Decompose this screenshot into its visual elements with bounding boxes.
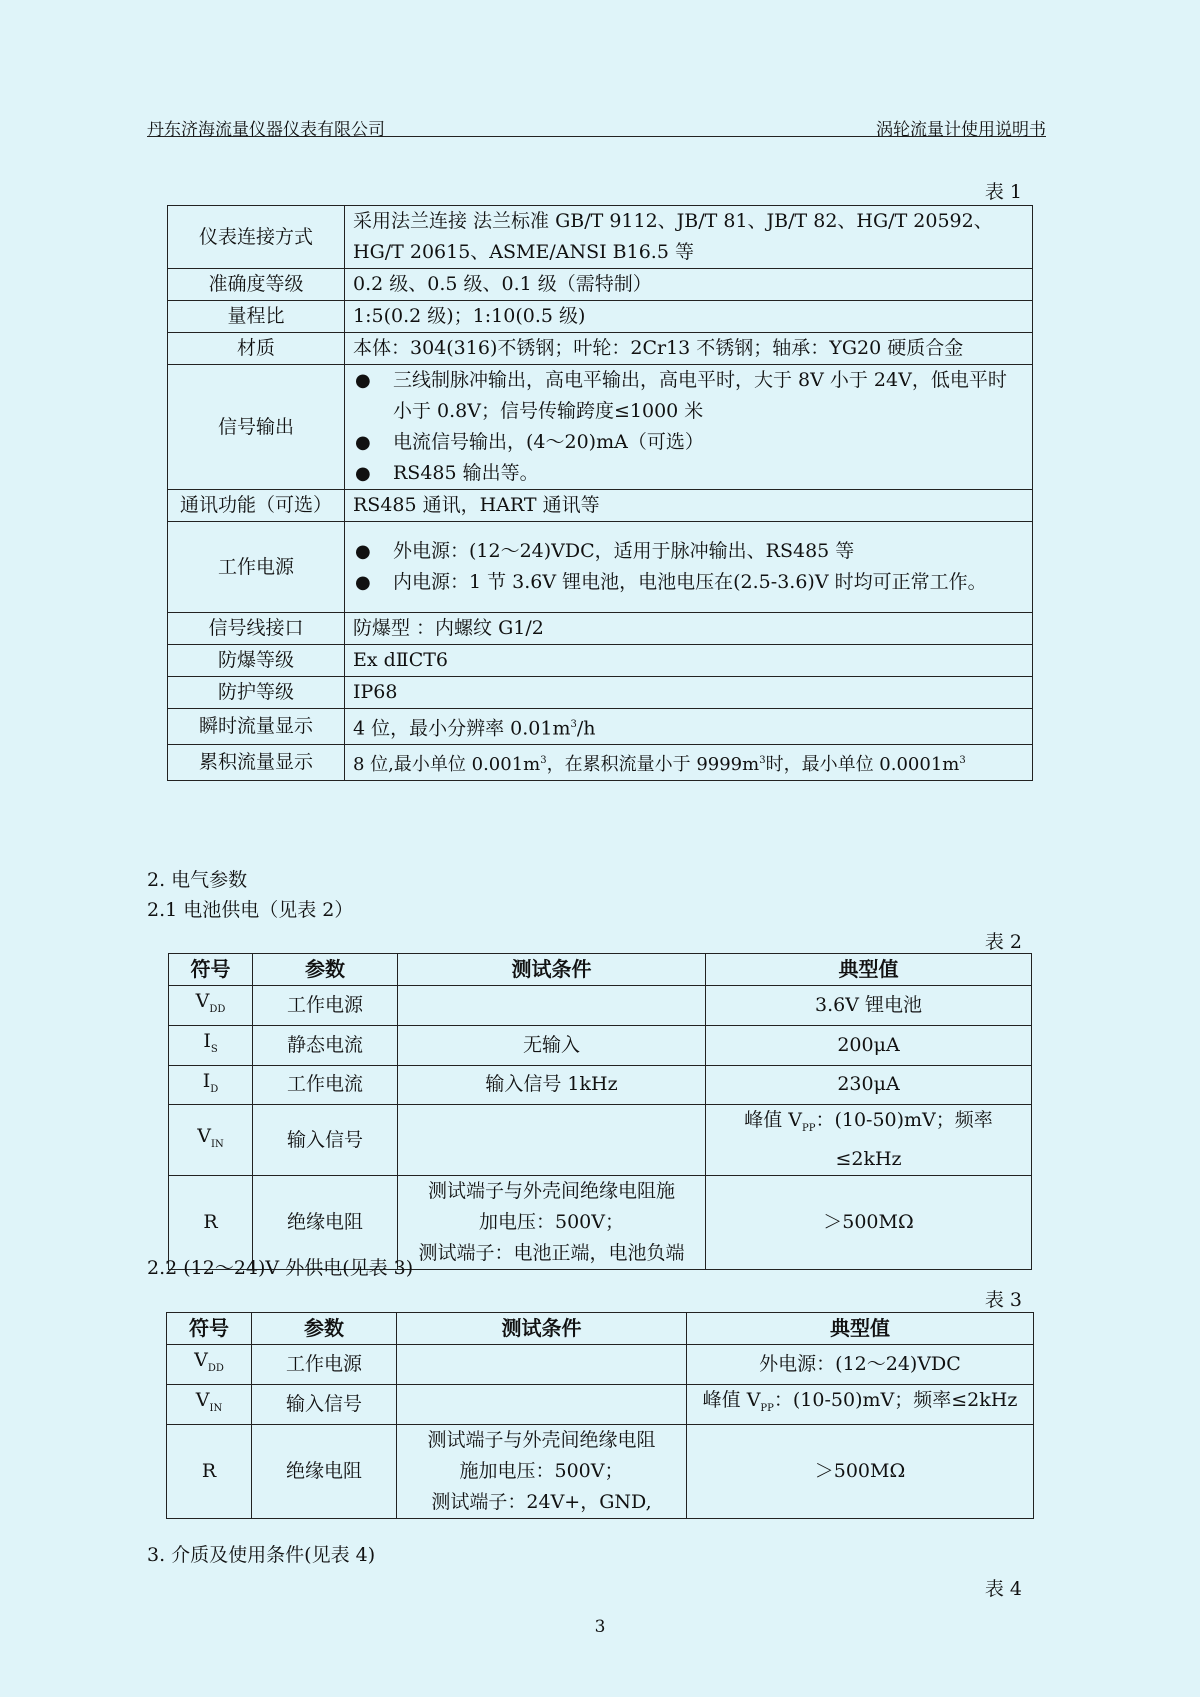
row-value <box>345 365 1033 490</box>
value-text: 峰值 V <box>744 1109 802 1132</box>
table-row <box>168 677 1033 709</box>
condition-line: 加电压：500V； <box>479 1211 624 1234</box>
superscript: 3 <box>570 719 577 730</box>
table-row <box>168 613 1033 645</box>
row-label: 信号线接口 <box>168 613 345 645</box>
table-row <box>167 1424 1034 1518</box>
table-row <box>167 1384 1034 1424</box>
table3-label: 表 3 <box>984 1289 1022 1311</box>
table-row <box>168 269 1033 301</box>
external-power-table <box>166 1312 1034 1519</box>
table-row <box>168 301 1033 333</box>
symbol: V <box>197 1124 212 1147</box>
value-text: ：(10-50)mV；频率≤2kHz <box>815 1109 993 1171</box>
superscript: 3 <box>759 755 766 767</box>
row-value <box>345 206 1033 269</box>
subscript: PP <box>760 1402 774 1414</box>
row-label: 量程比 <box>168 301 345 333</box>
bullet-item: ● RS485 输出等。 <box>353 458 1024 489</box>
column-header: 符号 <box>167 1313 252 1345</box>
bullet-item: ● 外电源：(12～24)VDC，适用于脉冲输出、RS485 等 <box>353 536 1024 567</box>
row-value: 本体：304(316)不锈钢；叶轮：2Cr13 不锈钢；轴承：YG20 硬质合金 <box>345 333 1033 365</box>
column-header: 参数 <box>252 1313 397 1345</box>
table2-label: 表 2 <box>984 931 1022 953</box>
value-text: ：(10-50)mV；频率≤2kHz <box>773 1388 1018 1411</box>
table-row <box>167 1345 1034 1385</box>
battery-params-table <box>168 953 1032 1270</box>
bullet-item: ● 内电源：1 节 3.6V 锂电池，电池电压在(2.5-3.6)V 时均可正常工作。 <box>353 567 1024 598</box>
subscript: DD <box>207 1362 224 1374</box>
table-row <box>168 490 1033 522</box>
company-name: 丹东济海流量仪器仪表有限公司 <box>147 120 385 140</box>
value-cell: 200μA <box>706 1025 1032 1065</box>
row-value: RS485 通讯，HART 通讯等 <box>345 490 1033 522</box>
row-value: IP68 <box>345 677 1033 709</box>
condition-line: 测试端子：电池正端，电池负端 <box>418 1242 685 1265</box>
row-label: 防爆等级 <box>168 645 345 677</box>
symbol-cell <box>167 1345 252 1385</box>
subscript: IN <box>209 1402 223 1414</box>
value-cell <box>706 1105 1032 1176</box>
condition-line: 施加电压：500V； <box>459 1459 624 1482</box>
section-heading: 3. 介质及使用条件(见表 4) <box>147 1544 376 1566</box>
condition-cell <box>398 986 706 1026</box>
row-value: 防爆型 ：内螺纹 G1/2 <box>345 613 1033 645</box>
subscript: PP <box>801 1123 816 1135</box>
value-text: 时，最小单位 0.0001m <box>765 754 960 776</box>
table-row <box>169 1025 1032 1065</box>
specs-table <box>167 205 1033 781</box>
header-rule <box>147 136 1046 137</box>
row-value <box>345 709 1033 745</box>
value-text: 4 位，最小分辨率 0.01m <box>353 717 571 740</box>
condition-cell: 输入信号 1kHz <box>398 1065 706 1105</box>
superscript: 3 <box>959 755 966 767</box>
superscript: 3 <box>540 755 547 767</box>
value-line: 采用法兰连接 法兰标准 GB/T 9112、JB/T 81、JB/T 82、HG/T 20592、 <box>353 210 993 232</box>
value-cell <box>687 1384 1034 1424</box>
value-text: /h <box>576 717 596 740</box>
symbol-cell: R <box>167 1424 252 1518</box>
page-number: 3 <box>594 1617 606 1637</box>
section-heading: 2. 电气参数 <box>147 869 248 891</box>
param-cell: 工作电源 <box>253 986 398 1026</box>
param-cell: 绝缘电阻 <box>253 1176 398 1270</box>
condition-line: 测试端子与外壳间绝缘电阻施 <box>427 1180 675 1203</box>
symbol-cell <box>169 1065 253 1105</box>
value-cell: ＞500MΩ <box>706 1176 1032 1270</box>
bullet-item: ● 电流信号输出，(4～20)mA（可选） <box>353 427 1024 458</box>
table-row <box>168 709 1033 745</box>
value-cell: 230μA <box>706 1065 1032 1105</box>
symbol-cell <box>169 1105 253 1176</box>
column-header: 典型值 <box>706 954 1032 986</box>
table-row <box>169 1105 1032 1176</box>
value-cell: 3.6V 锂电池 <box>706 986 1032 1026</box>
column-header: 测试条件 <box>398 954 706 986</box>
row-label: 防护等级 <box>168 677 345 709</box>
symbol-cell <box>169 1025 253 1065</box>
table-row <box>168 333 1033 365</box>
condition-line: 测试端子：24V+，GND, <box>431 1490 652 1513</box>
symbol: V <box>195 1388 210 1411</box>
row-value: 1:5(0.2 级)；1:10(0.5 级) <box>345 301 1033 333</box>
param-cell: 绝缘电阻 <box>252 1424 397 1518</box>
symbol-cell: R <box>169 1176 253 1270</box>
row-value <box>345 522 1033 613</box>
symbol: I <box>202 1069 211 1092</box>
value-cell: 外电源：(12～24)VDC <box>687 1345 1034 1385</box>
value-line: HG/T 20615、ASME/ANSI B16.5 等 <box>353 241 694 263</box>
row-value: 0.2 级、0.5 级、0.1 级（需特制） <box>345 269 1033 301</box>
row-label: 工作电源 <box>168 522 345 613</box>
symbol: I <box>203 1029 211 1052</box>
row-label: 准确度等级 <box>168 269 345 301</box>
param-cell: 工作电源 <box>252 1345 397 1385</box>
subscript: S <box>210 1043 218 1055</box>
column-header: 符号 <box>169 954 253 986</box>
symbol: V <box>194 1349 208 1371</box>
subscript: IN <box>211 1138 224 1150</box>
row-value <box>345 745 1033 781</box>
param-cell: 输入信号 <box>252 1384 397 1424</box>
row-label: 通讯功能（可选） <box>168 490 345 522</box>
param-cell: 输入信号 <box>253 1105 398 1176</box>
condition-cell <box>397 1345 687 1385</box>
column-header: 参数 <box>253 954 398 986</box>
column-header: 典型值 <box>687 1313 1034 1345</box>
table-row <box>168 522 1033 613</box>
symbol-cell <box>169 986 253 1026</box>
symbol: V <box>195 990 210 1012</box>
table1-label: 表 1 <box>984 181 1022 203</box>
row-label: 瞬时流量显示 <box>168 709 345 745</box>
condition-cell <box>398 1176 706 1270</box>
subsection-heading: 2.2 (12～24)V 外供电(见表 3) <box>147 1257 414 1279</box>
row-label: 仪表连接方式 <box>168 206 345 269</box>
bullet-item: ● 三线制脉冲输出，高电平输出，高电平时，大于 8V 小于 24V，低电平时小于 0.8V；信号传输跨度≤1000 米 <box>353 365 1024 427</box>
row-label: 信号输出 <box>168 365 345 490</box>
condition-line: 测试端子与外壳间绝缘电阻 <box>427 1428 656 1451</box>
param-cell: 工作电流 <box>253 1065 398 1105</box>
param-cell: 静态电流 <box>253 1025 398 1065</box>
value-text: 8 位,最小单位 0.001m <box>353 754 541 776</box>
row-value: Ex dⅡCT6 <box>345 645 1033 677</box>
document-title: 涡轮流量计使用说明书 <box>876 120 1046 140</box>
table-header-row <box>169 954 1032 986</box>
table-row <box>168 365 1033 490</box>
table-header-row <box>167 1313 1034 1345</box>
column-header: 测试条件 <box>397 1313 687 1345</box>
subscript: DD <box>209 1003 226 1015</box>
row-label: 累积流量显示 <box>168 745 345 781</box>
table-row <box>169 986 1032 1026</box>
table4-label: 表 4 <box>984 1578 1022 1600</box>
condition-cell <box>397 1424 687 1518</box>
row-label: 材质 <box>168 333 345 365</box>
value-cell: ＞500MΩ <box>687 1424 1034 1518</box>
value-text: ，在累积流量小于 9999m <box>546 754 760 776</box>
condition-cell: 无输入 <box>398 1025 706 1065</box>
table-row <box>168 745 1033 781</box>
condition-cell <box>398 1105 706 1176</box>
subsection-heading: 2.1 电池供电（见表 2） <box>147 899 354 921</box>
condition-cell <box>397 1384 687 1424</box>
symbol-cell <box>167 1384 252 1424</box>
table-row <box>169 1065 1032 1105</box>
subscript: D <box>210 1083 219 1095</box>
value-text: 峰值 V <box>702 1388 761 1411</box>
table-row <box>168 206 1033 269</box>
table-row <box>168 645 1033 677</box>
